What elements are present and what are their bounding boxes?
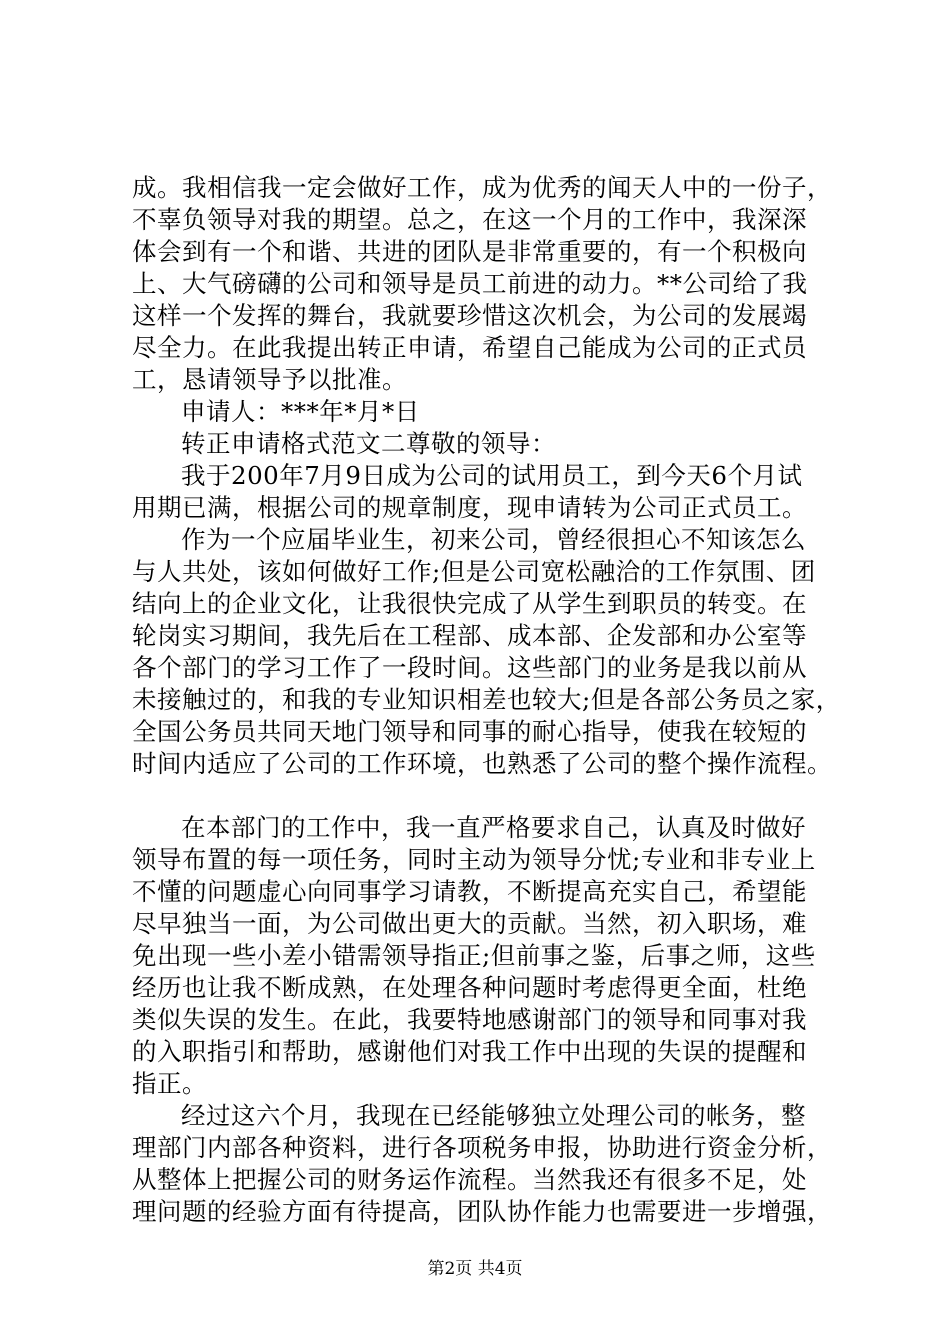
text-line: 时间内适应了公司的工作环境，也熟悉了公司的整个操作流程。 <box>132 749 832 778</box>
text-line: 与人共处，该如何做好工作;但是公司宽松融洽的工作氛围、团 <box>132 557 816 586</box>
paragraph-gap <box>132 780 832 812</box>
text-line: 作为一个应届毕业生，初来公司，曾经很担心不知该怎么 <box>181 525 806 554</box>
text-line: 体会到有一个和谐、共进的团队是非常重要的，有一个积极向 <box>132 237 807 266</box>
text-line: 在本部门的工作中，我一直严格要求自己，认真及时做好 <box>181 813 806 842</box>
text-line: 成。我相信我一定会做好工作，成为优秀的闻天人中的一份子， <box>132 173 832 202</box>
section-heading: 转正申请格式范文二尊敬的领导： <box>181 429 556 458</box>
text-line: 未接触过的，和我的专业知识相差也较大;但是各部公务员之家， <box>132 685 841 714</box>
text-line: 从整体上把握公司的财务运作流程。当然我还有很多不足，处 <box>132 1165 807 1194</box>
page-number-footer: 第2页 共4页 <box>427 1259 523 1279</box>
text-line: 轮岗实习期间，我先后在工程部、成本部、企发部和办公室等 <box>132 621 807 650</box>
text-line: 我于200年7月9日成为公司的试用员工，到今天6个月试 <box>181 461 803 490</box>
text-line: 指正。 <box>132 1069 207 1098</box>
text-line: 尽全力。在此我提出转正申请，希望自己能成为公司的正式员 <box>132 333 807 362</box>
text-line: 上、大气磅礴的公司和领导是员工前进的动力。**公司给了我 <box>132 269 808 298</box>
text-line: 用期已满，根据公司的规章制度，现申请转为公司正式员工。 <box>132 493 807 522</box>
text-line: 理部门内部各种资料，进行各项税务申报，协助进行资金分析， <box>132 1133 832 1162</box>
text-line: 不懂的问题虚心向同事学习请教，不断提高充实自己，希望能 <box>132 877 807 906</box>
text-line: 全国公务员共同天地门领导和同事的耐心指导，使我在较短的 <box>132 717 807 746</box>
text-line: 免出现一些小差小错需领导指正;但前事之鉴，后事之师，这些 <box>132 941 816 970</box>
text-line: 结向上的企业文化，让我很快完成了从学生到职员的转变。在 <box>132 589 807 618</box>
text-line: 的入职指引和帮助，感谢他们对我工作中出现的失误的提醒和 <box>132 1037 807 1066</box>
text-line: 领导布置的每一项任务，同时主动为领导分忧;专业和非专业上 <box>132 845 816 874</box>
text-line: 经过这六个月，我现在已经能够独立处理公司的帐务，整 <box>181 1101 806 1130</box>
document-body <box>132 172 841 1228</box>
text-line: 工，恳请领导予以批准。 <box>132 365 407 394</box>
text-line: 不辜负领导对我的期望。总之，在这一个月的工作中，我深深 <box>132 205 807 234</box>
text-line: 这样一个发挥的舞台，我就要珍惜这次机会，为公司的发展竭 <box>132 301 807 330</box>
text-line: 经历也让我不断成熟，在处理各种问题时考虑得更全面，杜绝 <box>132 973 807 1002</box>
text-line: 理问题的经验方面有待提高，团队协作能力也需要进一步增强， <box>132 1197 832 1226</box>
text-line: 尽早独当一面，为公司做出更大的贡献。当然，初入职场，难 <box>132 909 807 938</box>
signature-line: 申请人：***年*月*日 <box>181 397 420 426</box>
text-line: 类似失误的发生。在此，我要特地感谢部门的领导和同事对我 <box>132 1005 807 1034</box>
text-line: 各个部门的学习工作了一段时间。这些部门的业务是我以前从 <box>132 653 807 682</box>
